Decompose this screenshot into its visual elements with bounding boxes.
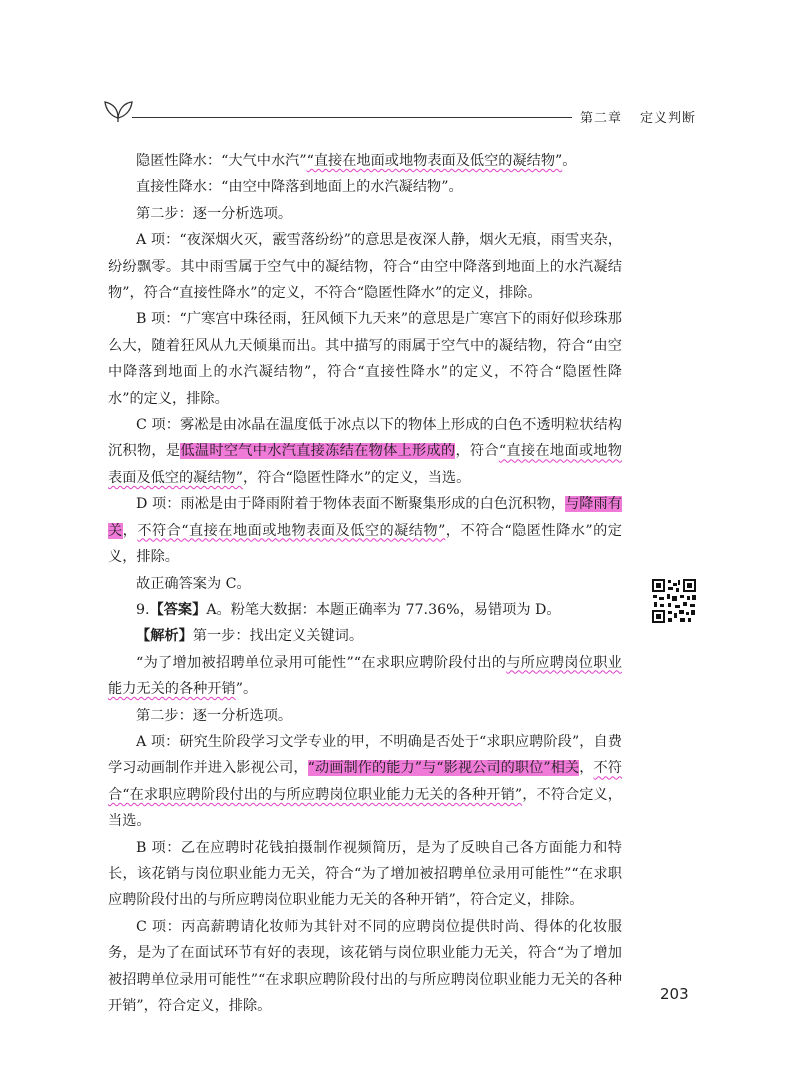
text: A 项：研究生阶段学习文学专业的甲，不明确是否处于“求职应聘阶段”，自费学习动画制作并进入影视公司， [108,733,622,777]
option-d-paragraph [108,491,622,570]
wavy-underline-text: “直接在地面或地物表面及低空的凝结物” [306,153,563,169]
wavy-underline-text: 与所应聘岗位职业能力无关的各种开销 [108,654,622,698]
page-number: 203 [660,985,689,1003]
chapter-title: 定义判断 [640,111,697,126]
highlighted-text: 与降雨有关 [108,496,622,539]
text: ，不符合定义，当选。 [108,786,622,830]
paragraph [108,148,622,174]
text: ，符合 [455,443,499,460]
chapter-header [580,107,696,126]
question-number: 9. [136,601,150,618]
wavy-underline-text: 不符合“在求职应聘阶段付出的与所应聘岗位职业能力无关的各种开销” [108,760,622,803]
leaf-ornament-icon [100,96,136,122]
analysis-line [108,623,622,649]
text: ”。 [235,681,258,698]
chapter-number: 第二章 [580,111,623,126]
text: ， [122,522,138,539]
header-rule [132,117,572,118]
text: 第一步：找出定义关键词。 [192,628,364,645]
option-c-paragraph: C 项：丙高薪聘请化妆师为其针对不同的应聘岗位提供时尚、得体的化妆服务，是为了在面试环节有好的表现，该花销与岗位职业能力无关，符合“为了增加被招聘单位录用可能性”“在求职应聘阶段付出的与所应聘岗位职业能力无关的各种开销”，符合定义，排除。 [108,918,622,1014]
analysis-label: 【解析】 [136,628,193,645]
text: A。粉笔大数据：本题正确率为 77.36%，易错项为 D。 [206,601,561,618]
question-9-answer [108,597,622,623]
text: ，不符合“隐匿性降水”的定义，排除。 [108,522,622,566]
option-a-paragraph: A 项：“夜深烟火灭，霰雪落纷纷”的意思是夜深人静，烟火无痕，雨雪夹杂，纷纷飘零。其中雨雪属于空气中的凝结物，符合“由空中降落到地面上的水汽凝结物”，符合“直接性降水”的定义，不符合“隐匿性降水”的定义，排除。 [108,232,622,302]
qr-code-icon[interactable] [651,578,697,624]
paragraph: 第二步：逐一分析选项。 [136,205,293,222]
text: C 项：雾凇是由冰晶在温度低于冰点以下的物体上形成的白色不透明粒状结构沉积物，是 [108,417,622,460]
option-a-paragraph [108,729,622,835]
wavy-underline-text: “直接在地面或地物表面及低空的凝结物” [108,443,622,486]
answer-line: 故正确答案为 C。 [136,575,251,592]
option-b-paragraph: B 项：乙在应聘时花钱拍摄制作视频简历，是为了反映自己各方面能力和特长，该花销与岗位职业能力无关，符合“为了增加被招聘单位录用可能性”“在求职应聘阶段付出的与所应聘岗位职业能力无关的各种开销”，符合定义，排除。 [108,839,622,909]
keywords-paragraph [108,650,622,703]
text: 。 [562,153,577,169]
text: ， [579,760,594,777]
highlighted-text: 低温时空气中水汽直接冻结在物体上形成的 [180,443,456,460]
text: D 项：雨凇是由于降雨附着于物体表面不断聚集形成的白色沉积物， [136,496,566,513]
paragraph: 第二步：逐一分析选项。 [136,707,293,724]
highlighted-text: “动画制作的能力”与“影视公司的职位”相关 [307,760,580,777]
text: 隐匿性降水：“大气中水汽” [136,153,307,169]
page-body [108,148,622,1019]
option-b-paragraph: B 项：“广寒宫中珠径雨，狂风倾下九天来”的意思是广寒宫下的雨好似珍珠那么大，随着狂风从九天倾巢而出。其中描写的雨属于空气中的凝结物，符合“由空中降落到地面上的水汽凝结物”，符合“直接性降水”的定义，不符合“隐匿性降水”的定义，排除。 [108,311,622,407]
text: ，符合“隐匿性降水”的定义，当选。 [242,469,471,486]
option-c-paragraph [108,412,622,491]
wavy-underline-text: 不符合“直接在地面或地物表面及低空的凝结物” [137,522,446,539]
answer-label: 【答案】 [149,601,207,618]
text: “为了增加被招聘单位录用可能性”“在求职应聘阶段付出的 [136,654,507,671]
paragraph: 直接性降水：“由空中降落到地面上的水汽凝结物”。 [136,179,463,196]
